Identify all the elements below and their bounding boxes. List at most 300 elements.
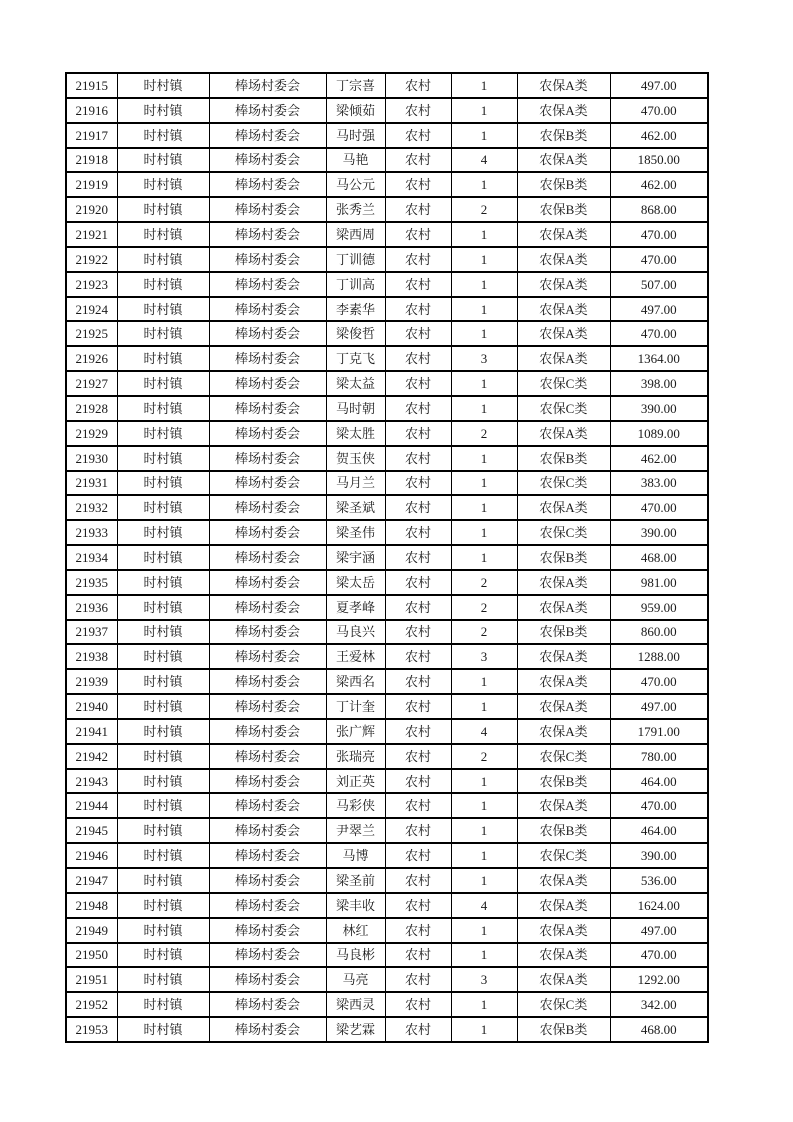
cell-village-committee: 棒场村委会 xyxy=(209,73,326,98)
cell-insurance-class: 农保A类 xyxy=(517,719,610,744)
table-row xyxy=(66,918,708,943)
table-row xyxy=(66,520,708,545)
cell-town: 时村镇 xyxy=(117,769,209,794)
cell-person-count: 1 xyxy=(451,992,517,1017)
cell-household-category: 农村 xyxy=(385,421,451,446)
cell-record-id: 21949 xyxy=(66,918,117,943)
cell-amount: 398.00 xyxy=(610,371,708,396)
cell-village-committee: 棒场村委会 xyxy=(209,943,326,968)
cell-record-id: 21948 xyxy=(66,893,117,918)
cell-insurance-class: 农保A类 xyxy=(517,943,610,968)
table-row xyxy=(66,471,708,496)
cell-amount: 1850.00 xyxy=(610,148,708,173)
cell-insurance-class: 农保A类 xyxy=(517,595,610,620)
cell-household-category: 农村 xyxy=(385,446,451,471)
cell-insurance-class: 农保B类 xyxy=(517,818,610,843)
cell-village-committee: 棒场村委会 xyxy=(209,694,326,719)
cell-amount: 470.00 xyxy=(610,98,708,123)
cell-amount: 470.00 xyxy=(610,495,708,520)
cell-insurance-class: 农保B类 xyxy=(517,123,610,148)
cell-amount: 470.00 xyxy=(610,793,708,818)
cell-record-id: 21927 xyxy=(66,371,117,396)
cell-village-committee: 棒场村委会 xyxy=(209,918,326,943)
cell-household-category: 农村 xyxy=(385,595,451,620)
cell-record-id: 21935 xyxy=(66,570,117,595)
cell-village-committee: 棒场村委会 xyxy=(209,148,326,173)
cell-amount: 470.00 xyxy=(610,222,708,247)
cell-person-name: 梁西名 xyxy=(326,669,385,694)
table-row xyxy=(66,73,708,98)
cell-insurance-class: 农保C类 xyxy=(517,471,610,496)
cell-amount: 1624.00 xyxy=(610,893,708,918)
cell-insurance-class: 农保B类 xyxy=(517,446,610,471)
cell-record-id: 21941 xyxy=(66,719,117,744)
cell-record-id: 21932 xyxy=(66,495,117,520)
cell-person-count: 1 xyxy=(451,769,517,794)
cell-insurance-class: 农保C类 xyxy=(517,396,610,421)
cell-village-committee: 棒场村委会 xyxy=(209,396,326,421)
cell-amount: 470.00 xyxy=(610,943,708,968)
cell-record-id: 21936 xyxy=(66,595,117,620)
cell-person-count: 1 xyxy=(451,943,517,968)
cell-person-count: 1 xyxy=(451,545,517,570)
cell-town: 时村镇 xyxy=(117,321,209,346)
cell-insurance-class: 农保B类 xyxy=(517,620,610,645)
cell-insurance-class: 农保B类 xyxy=(517,1017,610,1042)
cell-record-id: 21950 xyxy=(66,943,117,968)
cell-amount: 462.00 xyxy=(610,172,708,197)
cell-household-category: 农村 xyxy=(385,620,451,645)
cell-town: 时村镇 xyxy=(117,694,209,719)
cell-person-name: 丁计奎 xyxy=(326,694,385,719)
cell-town: 时村镇 xyxy=(117,421,209,446)
cell-amount: 780.00 xyxy=(610,744,708,769)
table-row xyxy=(66,669,708,694)
cell-record-id: 21953 xyxy=(66,1017,117,1042)
cell-amount: 1288.00 xyxy=(610,644,708,669)
cell-household-category: 农村 xyxy=(385,247,451,272)
cell-town: 时村镇 xyxy=(117,73,209,98)
cell-household-category: 农村 xyxy=(385,396,451,421)
table-row xyxy=(66,421,708,446)
cell-person-name: 马良兴 xyxy=(326,620,385,645)
cell-household-category: 农村 xyxy=(385,73,451,98)
cell-record-id: 21942 xyxy=(66,744,117,769)
cell-record-id: 21915 xyxy=(66,73,117,98)
table-row xyxy=(66,396,708,421)
cell-record-id: 21939 xyxy=(66,669,117,694)
cell-person-name: 夏孝峰 xyxy=(326,595,385,620)
cell-person-name: 梁太胜 xyxy=(326,421,385,446)
cell-town: 时村镇 xyxy=(117,346,209,371)
cell-record-id: 21916 xyxy=(66,98,117,123)
table-row xyxy=(66,123,708,148)
cell-person-name: 马月兰 xyxy=(326,471,385,496)
cell-town: 时村镇 xyxy=(117,868,209,893)
cell-town: 时村镇 xyxy=(117,570,209,595)
cell-person-name: 梁圣伟 xyxy=(326,520,385,545)
cell-town: 时村镇 xyxy=(117,98,209,123)
cell-person-count: 1 xyxy=(451,321,517,346)
cell-amount: 342.00 xyxy=(610,992,708,1017)
cell-household-category: 农村 xyxy=(385,371,451,396)
cell-amount: 497.00 xyxy=(610,918,708,943)
cell-town: 时村镇 xyxy=(117,644,209,669)
cell-insurance-class: 农保A类 xyxy=(517,346,610,371)
cell-person-count: 1 xyxy=(451,172,517,197)
cell-village-committee: 棒场村委会 xyxy=(209,669,326,694)
cell-insurance-class: 农保A类 xyxy=(517,98,610,123)
cell-person-name: 梁倾茹 xyxy=(326,98,385,123)
cell-record-id: 21931 xyxy=(66,471,117,496)
cell-person-name: 刘正英 xyxy=(326,769,385,794)
cell-person-name: 梁西周 xyxy=(326,222,385,247)
cell-town: 时村镇 xyxy=(117,148,209,173)
table-row xyxy=(66,321,708,346)
cell-insurance-class: 农保C类 xyxy=(517,371,610,396)
cell-town: 时村镇 xyxy=(117,247,209,272)
cell-village-committee: 棒场村委会 xyxy=(209,197,326,222)
cell-village-committee: 棒场村委会 xyxy=(209,570,326,595)
cell-village-committee: 棒场村委会 xyxy=(209,272,326,297)
cell-village-committee: 棒场村委会 xyxy=(209,992,326,1017)
cell-person-name: 马艳 xyxy=(326,148,385,173)
cell-record-id: 21945 xyxy=(66,818,117,843)
table-row xyxy=(66,818,708,843)
cell-record-id: 21930 xyxy=(66,446,117,471)
cell-amount: 390.00 xyxy=(610,396,708,421)
table-row xyxy=(66,1017,708,1042)
cell-insurance-class: 农保A类 xyxy=(517,73,610,98)
cell-town: 时村镇 xyxy=(117,471,209,496)
cell-amount: 468.00 xyxy=(610,1017,708,1042)
cell-village-committee: 棒场村委会 xyxy=(209,297,326,322)
cell-person-name: 梁艺霖 xyxy=(326,1017,385,1042)
cell-village-committee: 棒场村委会 xyxy=(209,123,326,148)
cell-person-count: 1 xyxy=(451,272,517,297)
cell-person-name: 尹翠兰 xyxy=(326,818,385,843)
table-row xyxy=(66,893,708,918)
table-row xyxy=(66,793,708,818)
cell-town: 时村镇 xyxy=(117,918,209,943)
cell-person-count: 2 xyxy=(451,421,517,446)
cell-person-count: 1 xyxy=(451,669,517,694)
cell-amount: 470.00 xyxy=(610,669,708,694)
cell-record-id: 21947 xyxy=(66,868,117,893)
cell-household-category: 农村 xyxy=(385,843,451,868)
cell-person-name: 梁圣斌 xyxy=(326,495,385,520)
cell-record-id: 21940 xyxy=(66,694,117,719)
cell-person-name: 马公元 xyxy=(326,172,385,197)
cell-insurance-class: 农保C类 xyxy=(517,992,610,1017)
cell-insurance-class: 农保A类 xyxy=(517,918,610,943)
cell-person-name: 梁圣前 xyxy=(326,868,385,893)
cell-insurance-class: 农保C类 xyxy=(517,520,610,545)
cell-household-category: 农村 xyxy=(385,272,451,297)
cell-household-category: 农村 xyxy=(385,769,451,794)
cell-person-count: 2 xyxy=(451,595,517,620)
cell-household-category: 农村 xyxy=(385,669,451,694)
cell-person-count: 1 xyxy=(451,471,517,496)
cell-insurance-class: 农保A类 xyxy=(517,793,610,818)
cell-amount: 497.00 xyxy=(610,694,708,719)
cell-village-committee: 棒场村委会 xyxy=(209,843,326,868)
cell-person-name: 张广辉 xyxy=(326,719,385,744)
cell-household-category: 农村 xyxy=(385,520,451,545)
cell-town: 时村镇 xyxy=(117,371,209,396)
cell-town: 时村镇 xyxy=(117,893,209,918)
cell-village-committee: 棒场村委会 xyxy=(209,98,326,123)
cell-household-category: 农村 xyxy=(385,98,451,123)
cell-household-category: 农村 xyxy=(385,818,451,843)
cell-person-count: 2 xyxy=(451,620,517,645)
cell-household-category: 农村 xyxy=(385,222,451,247)
cell-town: 时村镇 xyxy=(117,520,209,545)
cell-person-count: 1 xyxy=(451,123,517,148)
cell-household-category: 农村 xyxy=(385,321,451,346)
cell-household-category: 农村 xyxy=(385,545,451,570)
cell-person-name: 马博 xyxy=(326,843,385,868)
cell-record-id: 21943 xyxy=(66,769,117,794)
cell-person-count: 4 xyxy=(451,719,517,744)
cell-insurance-class: 农保C类 xyxy=(517,843,610,868)
cell-person-count: 3 xyxy=(451,346,517,371)
cell-village-committee: 棒场村委会 xyxy=(209,620,326,645)
cell-village-committee: 棒场村委会 xyxy=(209,868,326,893)
cell-person-count: 4 xyxy=(451,148,517,173)
cell-village-committee: 棒场村委会 xyxy=(209,719,326,744)
cell-record-id: 21922 xyxy=(66,247,117,272)
cell-record-id: 21944 xyxy=(66,793,117,818)
cell-person-count: 4 xyxy=(451,893,517,918)
cell-town: 时村镇 xyxy=(117,297,209,322)
cell-household-category: 农村 xyxy=(385,1017,451,1042)
cell-town: 时村镇 xyxy=(117,793,209,818)
table-row xyxy=(66,371,708,396)
cell-record-id: 21951 xyxy=(66,967,117,992)
cell-village-committee: 棒场村委会 xyxy=(209,1017,326,1042)
cell-village-committee: 棒场村委会 xyxy=(209,371,326,396)
cell-household-category: 农村 xyxy=(385,943,451,968)
cell-household-category: 农村 xyxy=(385,570,451,595)
cell-insurance-class: 农保B类 xyxy=(517,769,610,794)
cell-household-category: 农村 xyxy=(385,967,451,992)
cell-town: 时村镇 xyxy=(117,495,209,520)
cell-record-id: 21925 xyxy=(66,321,117,346)
cell-person-count: 3 xyxy=(451,967,517,992)
cell-person-count: 1 xyxy=(451,73,517,98)
cell-record-id: 21926 xyxy=(66,346,117,371)
cell-person-name: 马彩侠 xyxy=(326,793,385,818)
cell-village-committee: 棒场村委会 xyxy=(209,495,326,520)
cell-town: 时村镇 xyxy=(117,967,209,992)
cell-insurance-class: 农保A类 xyxy=(517,570,610,595)
cell-village-committee: 棒场村委会 xyxy=(209,346,326,371)
cell-household-category: 农村 xyxy=(385,346,451,371)
cell-record-id: 21918 xyxy=(66,148,117,173)
cell-household-category: 农村 xyxy=(385,992,451,1017)
cell-village-committee: 棒场村委会 xyxy=(209,818,326,843)
cell-insurance-class: 农保A类 xyxy=(517,868,610,893)
cell-person-name: 梁太益 xyxy=(326,371,385,396)
table-row xyxy=(66,769,708,794)
table-row xyxy=(66,197,708,222)
table-row xyxy=(66,172,708,197)
cell-person-name: 梁宇涵 xyxy=(326,545,385,570)
cell-town: 时村镇 xyxy=(117,818,209,843)
cell-amount: 470.00 xyxy=(610,247,708,272)
cell-amount: 1292.00 xyxy=(610,967,708,992)
table-row xyxy=(66,346,708,371)
table-row xyxy=(66,272,708,297)
cell-record-id: 21938 xyxy=(66,644,117,669)
cell-town: 时村镇 xyxy=(117,719,209,744)
cell-village-committee: 棒场村委会 xyxy=(209,222,326,247)
table-row xyxy=(66,943,708,968)
cell-person-name: 马时朝 xyxy=(326,396,385,421)
cell-person-name: 丁宗喜 xyxy=(326,73,385,98)
cell-village-committee: 棒场村委会 xyxy=(209,893,326,918)
cell-amount: 1791.00 xyxy=(610,719,708,744)
cell-person-name: 贺玉侠 xyxy=(326,446,385,471)
cell-amount: 470.00 xyxy=(610,321,708,346)
cell-household-category: 农村 xyxy=(385,123,451,148)
table-row xyxy=(66,620,708,645)
cell-amount: 981.00 xyxy=(610,570,708,595)
cell-household-category: 农村 xyxy=(385,744,451,769)
table-row xyxy=(66,744,708,769)
cell-village-committee: 棒场村委会 xyxy=(209,769,326,794)
cell-household-category: 农村 xyxy=(385,868,451,893)
table-row xyxy=(66,98,708,123)
cell-person-count: 3 xyxy=(451,644,517,669)
table-row xyxy=(66,992,708,1017)
cell-insurance-class: 农保A类 xyxy=(517,148,610,173)
cell-town: 时村镇 xyxy=(117,843,209,868)
cell-village-committee: 棒场村委会 xyxy=(209,520,326,545)
table-row xyxy=(66,694,708,719)
insurance-roster-table xyxy=(65,72,709,1043)
cell-record-id: 21923 xyxy=(66,272,117,297)
cell-person-count: 1 xyxy=(451,495,517,520)
cell-person-count: 1 xyxy=(451,818,517,843)
table-row xyxy=(66,595,708,620)
cell-insurance-class: 农保C类 xyxy=(517,744,610,769)
cell-village-committee: 棒场村委会 xyxy=(209,471,326,496)
cell-amount: 868.00 xyxy=(610,197,708,222)
cell-person-name: 丁训高 xyxy=(326,272,385,297)
cell-amount: 1364.00 xyxy=(610,346,708,371)
cell-record-id: 21920 xyxy=(66,197,117,222)
cell-record-id: 21928 xyxy=(66,396,117,421)
cell-person-name: 马亮 xyxy=(326,967,385,992)
cell-person-count: 1 xyxy=(451,868,517,893)
cell-insurance-class: 农保A类 xyxy=(517,247,610,272)
cell-household-category: 农村 xyxy=(385,918,451,943)
cell-amount: 390.00 xyxy=(610,843,708,868)
cell-insurance-class: 农保A类 xyxy=(517,297,610,322)
cell-town: 时村镇 xyxy=(117,123,209,148)
cell-amount: 468.00 xyxy=(610,545,708,570)
cell-village-committee: 棒场村委会 xyxy=(209,793,326,818)
cell-amount: 536.00 xyxy=(610,868,708,893)
cell-person-count: 1 xyxy=(451,98,517,123)
cell-insurance-class: 农保A类 xyxy=(517,421,610,446)
cell-amount: 464.00 xyxy=(610,769,708,794)
cell-town: 时村镇 xyxy=(117,272,209,297)
table-row xyxy=(66,719,708,744)
cell-amount: 390.00 xyxy=(610,520,708,545)
cell-record-id: 21937 xyxy=(66,620,117,645)
cell-village-committee: 棒场村委会 xyxy=(209,967,326,992)
table-row xyxy=(66,446,708,471)
cell-person-count: 2 xyxy=(451,744,517,769)
table-row xyxy=(66,644,708,669)
cell-record-id: 21933 xyxy=(66,520,117,545)
cell-town: 时村镇 xyxy=(117,172,209,197)
cell-record-id: 21924 xyxy=(66,297,117,322)
cell-insurance-class: 农保B类 xyxy=(517,197,610,222)
cell-amount: 464.00 xyxy=(610,818,708,843)
cell-person-count: 1 xyxy=(451,396,517,421)
cell-person-name: 林红 xyxy=(326,918,385,943)
cell-insurance-class: 农保B类 xyxy=(517,545,610,570)
cell-insurance-class: 农保A类 xyxy=(517,222,610,247)
table-row xyxy=(66,843,708,868)
cell-town: 时村镇 xyxy=(117,545,209,570)
table-row xyxy=(66,148,708,173)
cell-town: 时村镇 xyxy=(117,446,209,471)
cell-person-name: 丁克飞 xyxy=(326,346,385,371)
cell-village-committee: 棒场村委会 xyxy=(209,247,326,272)
cell-person-count: 1 xyxy=(451,793,517,818)
cell-person-name: 梁丰收 xyxy=(326,893,385,918)
cell-person-count: 1 xyxy=(451,694,517,719)
cell-person-count: 2 xyxy=(451,197,517,222)
cell-town: 时村镇 xyxy=(117,595,209,620)
cell-amount: 497.00 xyxy=(610,297,708,322)
table-row xyxy=(66,247,708,272)
table-row xyxy=(66,868,708,893)
cell-household-category: 农村 xyxy=(385,197,451,222)
cell-record-id: 21919 xyxy=(66,172,117,197)
cell-amount: 462.00 xyxy=(610,446,708,471)
cell-record-id: 21952 xyxy=(66,992,117,1017)
cell-person-count: 1 xyxy=(451,1017,517,1042)
cell-person-name: 马良彬 xyxy=(326,943,385,968)
cell-person-count: 1 xyxy=(451,843,517,868)
cell-amount: 959.00 xyxy=(610,595,708,620)
cell-person-name: 张秀兰 xyxy=(326,197,385,222)
cell-person-count: 1 xyxy=(451,520,517,545)
cell-person-count: 1 xyxy=(451,446,517,471)
cell-town: 时村镇 xyxy=(117,943,209,968)
cell-town: 时村镇 xyxy=(117,669,209,694)
cell-village-committee: 棒场村委会 xyxy=(209,446,326,471)
cell-insurance-class: 农保A类 xyxy=(517,694,610,719)
cell-household-category: 农村 xyxy=(385,644,451,669)
cell-insurance-class: 农保A类 xyxy=(517,669,610,694)
cell-town: 时村镇 xyxy=(117,222,209,247)
cell-insurance-class: 农保A类 xyxy=(517,321,610,346)
cell-record-id: 21921 xyxy=(66,222,117,247)
cell-record-id: 21946 xyxy=(66,843,117,868)
cell-person-count: 1 xyxy=(451,222,517,247)
table-row xyxy=(66,297,708,322)
cell-amount: 507.00 xyxy=(610,272,708,297)
cell-village-committee: 棒场村委会 xyxy=(209,421,326,446)
cell-person-name: 梁俊哲 xyxy=(326,321,385,346)
